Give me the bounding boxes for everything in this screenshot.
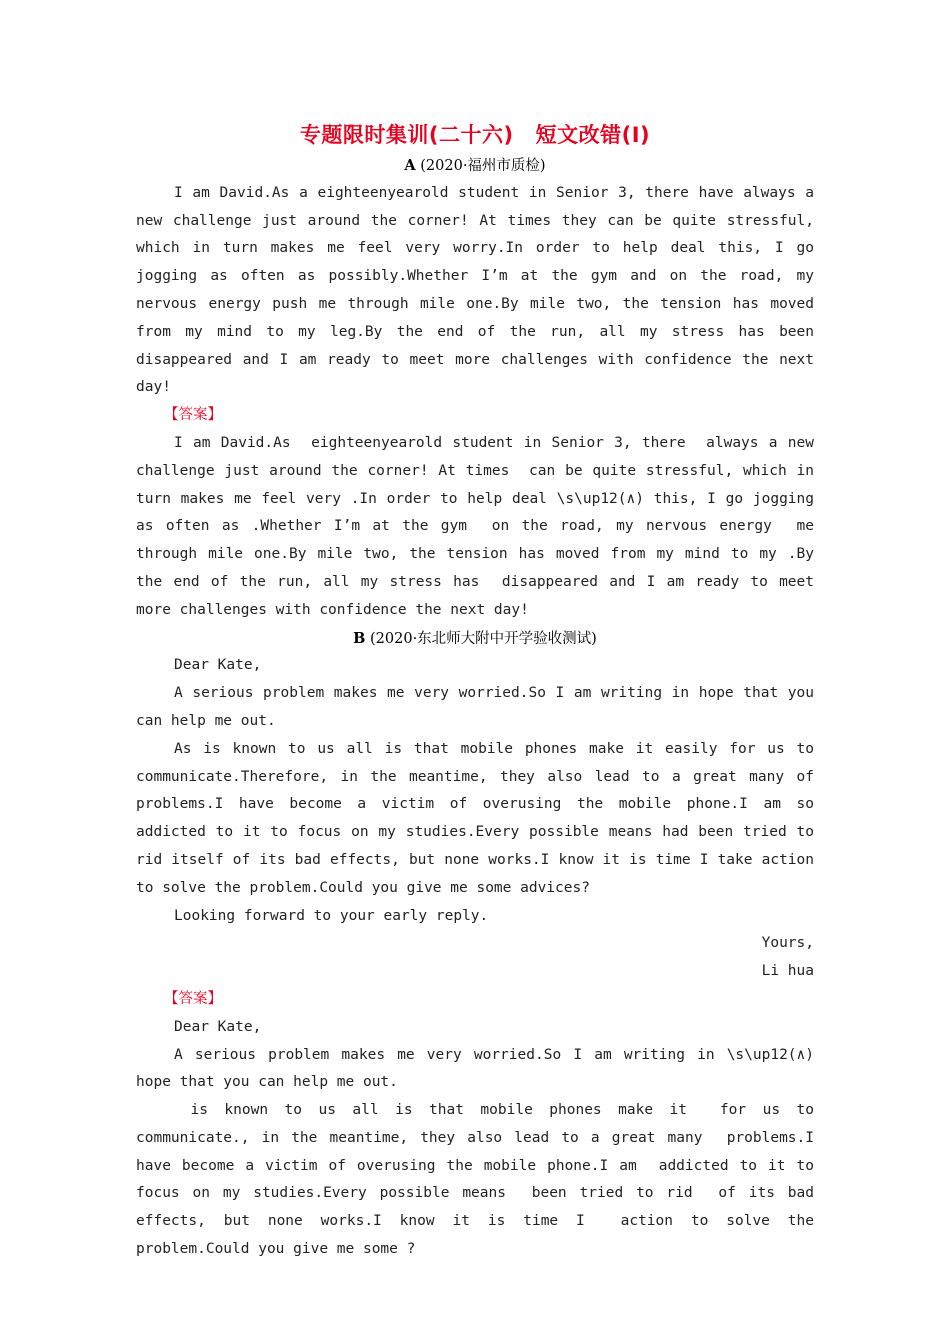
- section-a-heading: [136, 152, 814, 180]
- section-b-paragraph-1: A serious problem makes me very worried.So I am writing in hope that you can help me out.: [136, 685, 823, 729]
- section-b-source: (2020·东北师大附中开学验收测试): [370, 630, 597, 647]
- section-b-answer-greeting: Dear Kate,: [174, 1018, 262, 1035]
- section-b-answer-label: 【答案】: [164, 990, 222, 1007]
- section-b-answer-paragraph-2: is known to us all is that mobile phones make it for us to communicate., in the meantime, they also lead to a great many problems.I have become a victim of overusing the mobile phone.I am addicted to it to focus on my studies.Every possible means been tried to rid of its bad effects, but none works.I know it is time I action to solve the problem.Could you give me some ?: [136, 1102, 823, 1258]
- title-sub: 短文改错(Ⅰ): [535, 123, 651, 147]
- section-a-answer-label: 【答案】: [164, 407, 222, 424]
- section-a-source: (2020·福州市质检): [420, 158, 546, 174]
- section-b-heading: [136, 625, 814, 653]
- document-page: [136, 118, 823, 1264]
- section-b-closing: Looking forward to your early reply.: [174, 907, 489, 924]
- section-b-yours: Yours,: [761, 935, 814, 952]
- section-b-greeting: Dear Kate,: [174, 657, 262, 674]
- section-a-passage: I am David.As a eighteenyearold student in Senior 3, there have always a new challenge just around the corner! At times they can be quite stressful, which in turn makes me feel very worry.In order to help deal this, I go jogging as often as possibly.Whether I’m at the gym and on the road, my nervous energy push me through mile one.By mile two, the tension has moved from my mind to my leg.By the end of the run, all my stress has been disappeared and I am ready to meet more challenges with confidence the next day!: [136, 184, 823, 396]
- section-a-answer: I am David.As eighteenyearold student in Senior 3, there always a new challenge just around the corner! At times can be quite stressful, which in turn makes me feel very .In order to help deal \s\up12(∧) this, I go jogging as often as .Whether I’m at the gym on the road, my nervous energy me through mile one.By mile two, the tension has moved from my mind to my .By the end of the run, all my stress has disappeared and I am ready to meet more challenges with confidence the next day!: [136, 434, 823, 618]
- section-b-paragraph-2: As is known to us all is that mobile phones make it easily for us to communicate.Therefore, in the meantime, they also lead to a great many of problems.I have become a victim of overusing the mobile phone.I am so addicted to it to focus on my studies.Every possible means had been tried to rid itself of its bad effects, but none works.I know it is time I take action to solve the problem.Could you give me some advices?: [136, 740, 823, 896]
- section-b-answer-paragraph-1: A serious problem makes me very worried.So I am writing in \s\up12(∧) hope that you can help me out.: [136, 1046, 823, 1091]
- title-main: 专题限时集训(二十六): [299, 123, 514, 147]
- section-a-letter: A: [404, 157, 416, 174]
- document-title: [136, 118, 814, 152]
- section-b-letter: B: [353, 629, 366, 647]
- section-b-signature: Li hua: [761, 963, 814, 980]
